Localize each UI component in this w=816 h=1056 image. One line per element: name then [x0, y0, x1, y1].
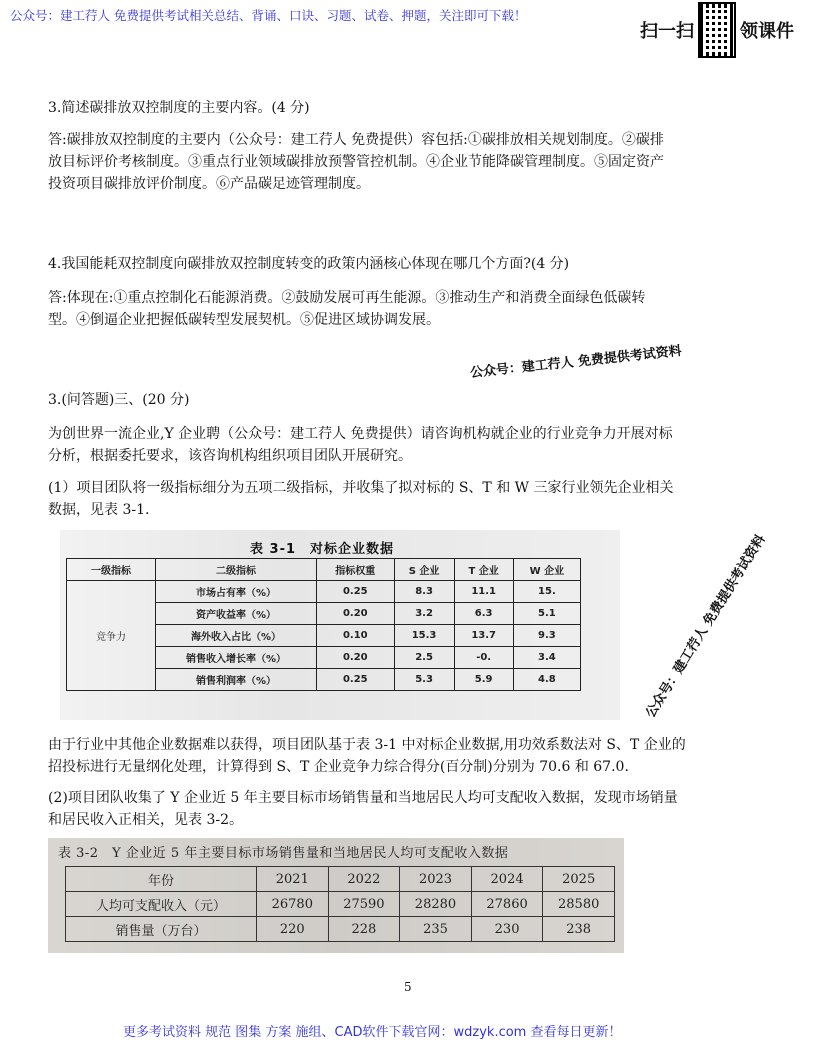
- cell: 0.20: [317, 603, 395, 625]
- cell: 2024: [471, 867, 543, 892]
- header-cell: 指标权重: [317, 559, 395, 581]
- cell: 238: [543, 917, 615, 942]
- q3-answer-2: 放目标评价考核制度。③重点行业领域碳排放预警管控机制。④企业节能降碳管理制度。⑤固定资产: [48, 154, 664, 170]
- case-intro-1: 为创世界一流企业,Y 企业聘（公众号：建工荇人 免费提供）请咨询机构就企业的行业竞争力开展对标: [48, 426, 673, 442]
- cell: 资产收益率（%）: [156, 603, 317, 625]
- page-number: 5: [404, 980, 412, 994]
- question-3-title: 3.简述碳排放双控制度的主要内容。(4 分): [48, 100, 310, 116]
- case-p1-2: 数据，见表 3-1.: [48, 502, 150, 518]
- cell: 3.2: [394, 603, 454, 625]
- case-p3-2: 和居民收入正相关，见表 3-2。: [48, 812, 243, 828]
- cell: 5.9: [454, 669, 513, 691]
- table-3-2-image: [48, 838, 624, 953]
- watermark-diagonal: 公众号：建工荇人 免费提供考试资料: [643, 532, 769, 721]
- cell: 销售利润率（%）: [156, 669, 317, 691]
- cell: 220: [257, 917, 329, 942]
- case-intro-2: 分析，根据委托要求，该咨询机构组织项目团队开展研究。: [48, 448, 412, 464]
- q3-answer-3: 投资项目碳排放评价制度。⑥产品碳足迹管理制度。: [48, 176, 370, 192]
- header-cell: 一级指标: [67, 559, 156, 581]
- cell: 人均可支配收入（元）: [66, 892, 257, 917]
- cell: 2022: [328, 867, 400, 892]
- cell: 5.3: [394, 669, 454, 691]
- cell: 230: [471, 917, 543, 942]
- group-cell: 竞争力: [67, 581, 156, 691]
- cell: 海外收入占比（%）: [156, 625, 317, 647]
- cell: 11.1: [454, 581, 513, 603]
- cell: 0.10: [317, 625, 395, 647]
- cell: 年份: [66, 867, 257, 892]
- cell: 27860: [471, 892, 543, 917]
- q4-answer-2: 型。④倒逼企业把握低碳转型发展契机。⑤促进区域协调发展。: [48, 312, 440, 328]
- case-p2-1: 由于行业中其他企业数据难以获得，项目团队基于表 3-1 中对标企业数据,用功效系数法对 S、T 企业的: [48, 737, 686, 753]
- cell: 28280: [400, 892, 472, 917]
- header-banner: 公众号：建工荇人 免费提供考试相关总结、背诵、口诀、习题、试卷、押题，关注即可下载！: [10, 8, 527, 23]
- header-cell: S 企业: [394, 559, 454, 581]
- header-cell: 二级指标: [156, 559, 317, 581]
- table-header-row: [67, 559, 581, 581]
- cell: 8.3: [394, 581, 454, 603]
- cell: 销售收入增长率（%）: [156, 647, 317, 669]
- cell: 销售量（万台）: [66, 917, 257, 942]
- cell: 2025: [543, 867, 615, 892]
- table-3-2: [65, 866, 615, 942]
- cell: 4.8: [513, 669, 580, 691]
- table-row: [67, 581, 581, 603]
- cell: 26780: [257, 892, 329, 917]
- course-label: 领课件: [740, 21, 794, 42]
- cell: 2.5: [394, 647, 454, 669]
- case-p3-1: (2)项目团队收集了 Y 企业近 5 年主要目标市场销售量和当地居民人均可支配收入数据，发现市场销量: [48, 790, 678, 806]
- cell: 235: [400, 917, 472, 942]
- cell: 市场占有率（%）: [156, 581, 317, 603]
- case-p2-2: 招投标进行无量纲化处理，计算得到 S、T 企业竞争力综合得分(百分制)分别为 70.6 和 67.0.: [48, 759, 629, 775]
- cell: 13.7: [454, 625, 513, 647]
- cell: 6.3: [454, 603, 513, 625]
- cell: 2023: [400, 867, 472, 892]
- q4-answer-1: 答:体现在:①重点控制化石能源消费。②鼓励发展可再生能源。③推动生产和消费全面绿色低碳转: [48, 290, 646, 306]
- cell: 9.3: [513, 625, 580, 647]
- header-cell: W 企业: [513, 559, 580, 581]
- cell: 2021: [257, 867, 329, 892]
- cell: 0.25: [317, 581, 395, 603]
- question-4-title: 4.我国能耗双控制度向碳排放双控制度转变的政策内涵核心体现在哪几个方面?(4 分): [48, 256, 570, 272]
- cell: 3.4: [513, 647, 580, 669]
- table-row: [66, 892, 615, 917]
- qr-code-icon: [698, 2, 736, 58]
- table-3-1-image: [60, 530, 620, 720]
- cell: 27590: [328, 892, 400, 917]
- table-3-2-caption: 表 3-2 Y 企业近 5 年主要目标市场销售量和当地居民人均可支配收入数据: [58, 846, 509, 861]
- scan-label: 扫一扫: [640, 21, 694, 42]
- footer-banner: 更多考试资料 规范 图集 方案 施组、CAD软件下载官网：wdzyk.com 查看每日更新！: [123, 1025, 622, 1040]
- cell: 0.20: [317, 647, 395, 669]
- cell: -0.: [454, 647, 513, 669]
- cell: 15.: [513, 581, 580, 603]
- q3-answer-1: 答:碳排放双控制度的主要内（公众号：建工荇人 免费提供）容包括:①碳排放相关规划制度。②碳排: [48, 132, 664, 148]
- cell: 0.25: [317, 669, 395, 691]
- case-title: 3.(问答题)三、(20 分): [48, 392, 190, 408]
- header-cell: T 企业: [454, 559, 513, 581]
- table-3-1-caption: 表 3-1 对标企业数据: [250, 542, 395, 557]
- cell: 5.1: [513, 603, 580, 625]
- table-row: [66, 867, 615, 892]
- scan-qr-promo: [640, 2, 794, 58]
- case-p1-1: (1）项目团队将一级指标细分为五项二级指标，并收集了拟对标的 S、T 和 W 三家行业领先企业相关: [48, 480, 674, 496]
- table-row: [66, 917, 615, 942]
- table-3-1: [66, 558, 581, 691]
- watermark-diagonal: 公众号：建工荇人 免费提供考试资料: [469, 343, 683, 381]
- cell: 228: [328, 917, 400, 942]
- cell: 15.3: [394, 625, 454, 647]
- cell: 28580: [543, 892, 615, 917]
